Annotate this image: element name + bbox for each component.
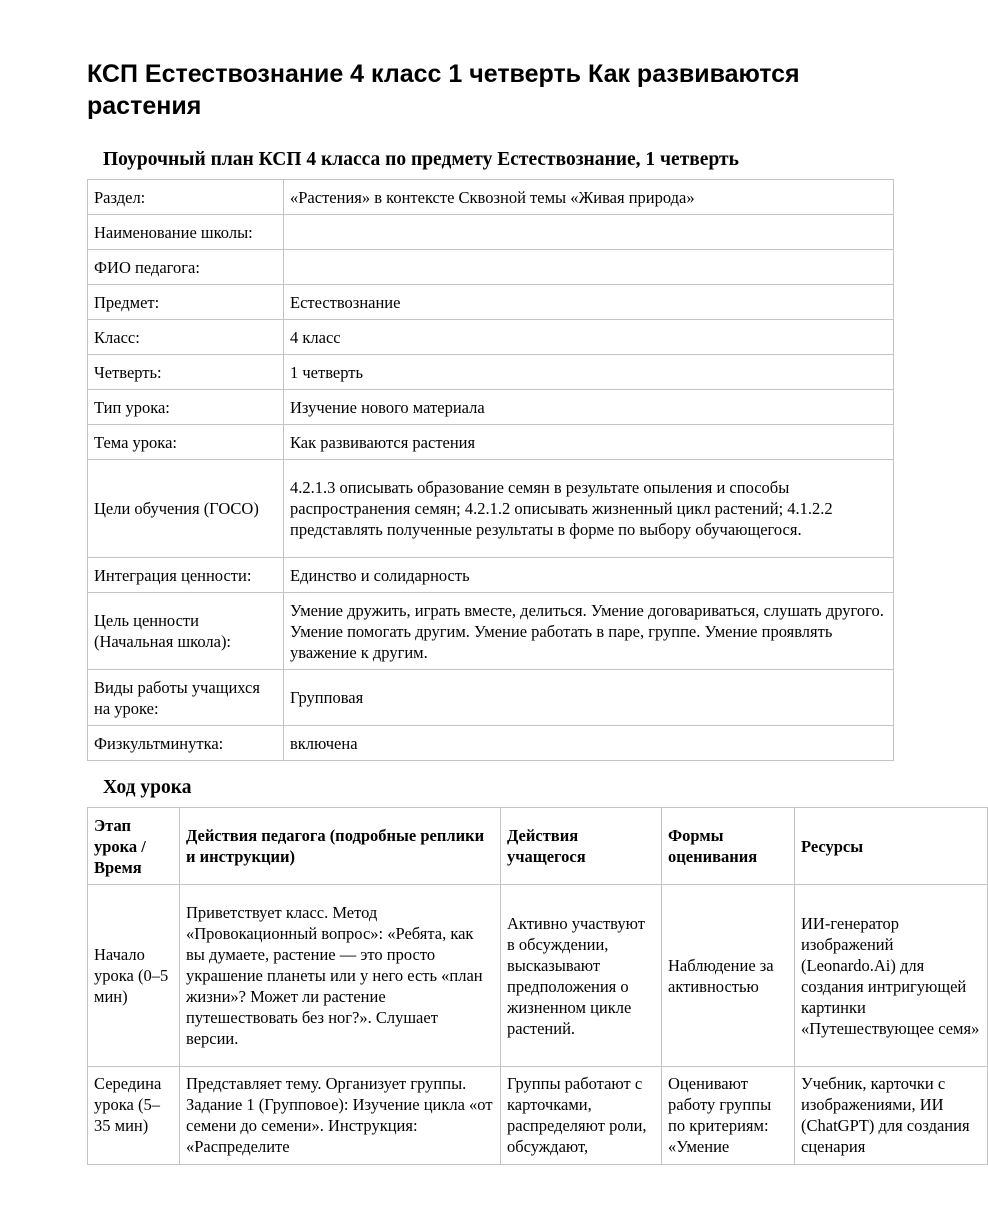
plan-heading: Поурочный план КСП 4 класса по предмету Естествознание, 1 четверть — [103, 149, 739, 170]
resources-cell — [795, 1067, 988, 1165]
student-actions-text: Группы работают с карточками, распределяют роли, обсуждают, — [507, 1074, 647, 1156]
table-row — [88, 558, 894, 593]
column-header-stage: Этап урока / Время — [88, 808, 180, 885]
assessment-cell: Наблюдение за активностью — [662, 885, 795, 1067]
row-value: 4 класс — [284, 320, 894, 355]
table-row — [88, 320, 894, 355]
teacher-actions-text: Представляет тему. Организует группы. Задание 1 (Групповое): Изучение цикла «от семени до семени». Инструкция: «Распределите — [186, 1074, 493, 1156]
table-row — [88, 180, 894, 215]
table-row — [88, 355, 894, 390]
row-value: 4.2.1.3 описывать образование семян в результате опыления и способы распространения семян; 4.2.1.2 описывать жизненный цикл растений; 4.1.2.2 представлять полученные результаты в форме по выбору обучающегося. — [284, 460, 894, 558]
stage-cell — [88, 1067, 180, 1165]
table-row — [88, 390, 894, 425]
assessment-text: Оценивают работу группы по критериям: «Умение — [668, 1074, 772, 1156]
lesson-flow-heading: Ход урока — [103, 777, 192, 798]
student-actions-cell — [501, 1067, 662, 1165]
row-value: Как развиваются растения — [284, 425, 894, 460]
row-value: Умение дружить, играть вместе, делиться. Умение договариваться, слушать другого. Умение помогать другим. Умение работать в паре, группе. Умение проявлять уважение к другим. — [284, 593, 894, 670]
row-label: Цель ценности (Начальная школа): — [88, 593, 284, 670]
row-label: Раздел: — [88, 180, 284, 215]
row-value: Естествознание — [284, 285, 894, 320]
row-value: включена — [284, 726, 894, 761]
row-label: Наименование школы: — [88, 215, 284, 250]
row-label: Тема урока: — [88, 425, 284, 460]
row-value: Групповая — [284, 670, 894, 726]
table-row — [88, 670, 894, 726]
column-header-assessment: Формы оценивания — [662, 808, 795, 885]
resources-cell: ИИ-генератор изображений (Leonardo.Ai) для создания интригующей картинки «Путешествующее семя» — [795, 885, 988, 1067]
table-row — [88, 285, 894, 320]
row-value — [284, 250, 894, 285]
row-value: «Растения» в контексте Сквозной темы «Живая природа» — [284, 180, 894, 215]
table-row — [88, 460, 894, 558]
table-row — [88, 726, 894, 761]
assessment-cell — [662, 1067, 795, 1165]
stage-cell: Начало урока (0–5 мин) — [88, 885, 180, 1067]
row-label: Цели обучения (ГОСО) — [88, 460, 284, 558]
row-value: Изучение нового материала — [284, 390, 894, 425]
column-header-student: Действия учащегося — [501, 808, 662, 885]
table-row — [88, 1067, 988, 1165]
row-label: Тип урока: — [88, 390, 284, 425]
table-header-row — [88, 808, 988, 885]
row-value: 1 четверть — [284, 355, 894, 390]
row-label: ФИО педагога: — [88, 250, 284, 285]
student-actions-cell: Активно участвуют в обсуждении, высказывают предположения о жизненном цикле растений. — [501, 885, 662, 1067]
table-row — [88, 215, 894, 250]
table-row — [88, 425, 894, 460]
row-label: Класс: — [88, 320, 284, 355]
row-label: Физкультминутка: — [88, 726, 284, 761]
row-label: Виды работы учащихся на уроке: — [88, 670, 284, 726]
column-header-resources: Ресурсы — [795, 808, 988, 885]
teacher-actions-cell — [180, 1067, 501, 1165]
table-row — [88, 885, 988, 1067]
stage-text: Середина урока (5–35 мин) — [94, 1074, 162, 1135]
row-value — [284, 215, 894, 250]
row-label: Интеграция ценности: — [88, 558, 284, 593]
teacher-actions-cell: Приветствует класс. Метод «Провокационный вопрос»: «Ребята, как вы думаете, растение — это просто украшение планеты или у него есть «план жизни»? Может ли растение путешествовать без ног?». Слушает версии. — [180, 885, 501, 1067]
document-title: КСП Естествознание 4 класс 1 четверть Как развиваются растения — [87, 60, 800, 120]
table-row — [88, 593, 894, 670]
row-label: Предмет: — [88, 285, 284, 320]
row-label: Четверть: — [88, 355, 284, 390]
row-value: Единство и солидарность — [284, 558, 894, 593]
lesson-flow-table — [87, 807, 988, 1165]
column-header-teacher: Действия педагога (подробные реплики и инструкции) — [180, 808, 501, 885]
lesson-info-table — [87, 179, 894, 761]
resources-text: Учебник, карточки с изображениями, ИИ (ChatGPT) для создания сценария — [801, 1074, 970, 1156]
table-row — [88, 250, 894, 285]
